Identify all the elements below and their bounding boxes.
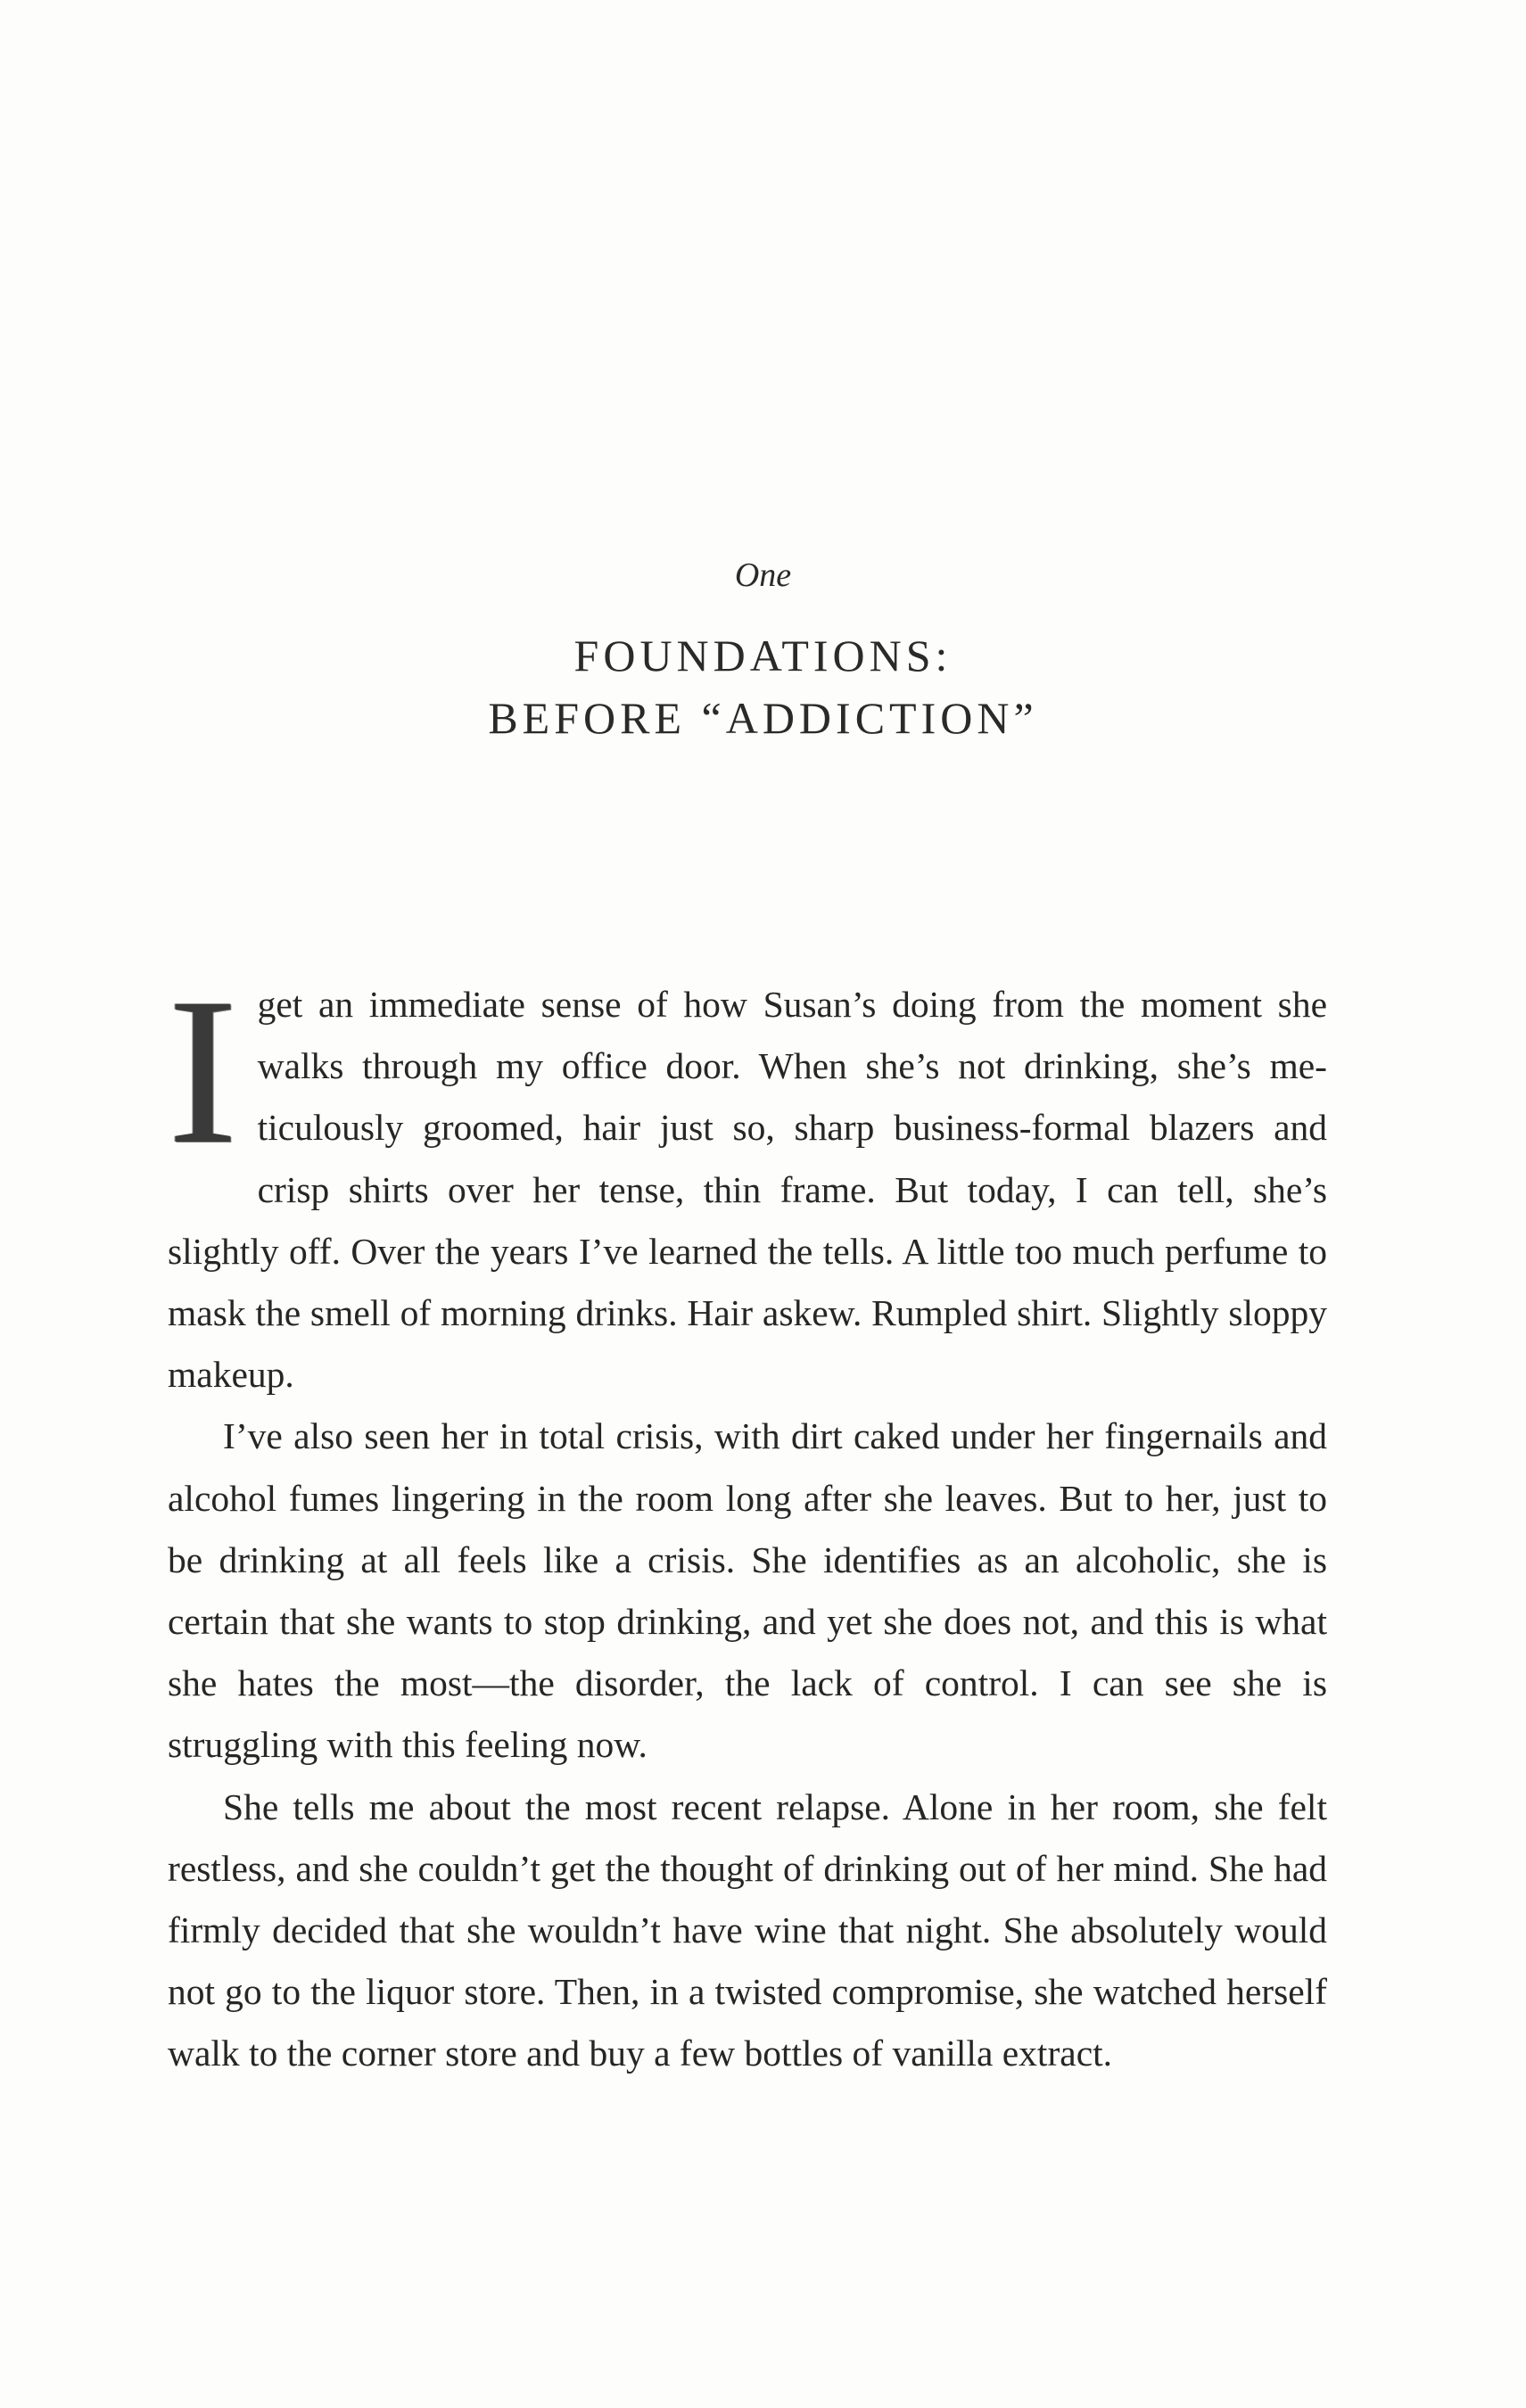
drop-cap: I [168, 955, 238, 1188]
paragraph-1 [168, 955, 1327, 1406]
paragraph-2: I’ve also seen her in total crisis, with dirt caked under her fingernails and alcohol fumes lingering in the room long after she leaves. But to her, just to be drinking at all feels like a crisis. She identifies as an alcoholic, she is certain that she wants to stop drinking, and yet she does not, and this is what she hates the most—the disorder, the lack of control. I can see she is struggling with this feeling now. [168, 1415, 1327, 1766]
chapter-title-line-1: FOUNDATIONS: [573, 631, 953, 680]
chapter-title [0, 624, 1526, 749]
chapter-number: One [734, 557, 792, 594]
chapter-body [168, 955, 1327, 2085]
chapter-title-line-2: BEFORE “ADDICTION” [488, 693, 1038, 743]
paragraph-1-text: get an immediate sense of how Susan’s doing from the moment she walks through my office door. When she’s not drinking, she’s meticulously groomed, hair just so, sharp business-formal blazers and crisp shirts over her tense, thin frame. But today, I can tell, she’s slightly off. Over the years I’ve learned the tells. A little too much perfume to mask the smell of morning drinks. Hair askew. Rumpled shirt. Slightly sloppy makeup. [168, 984, 1327, 1396]
paragraph-3: She tells me about the most recent relapse. Alone in her room, she felt restless, and she couldn’t get the thought of drinking out of her mind. She had firmly decided that she wouldn’t have wine that night. She absolutely would not go to the liquor store. Then, in a twisted compromise, she watched herself walk to the corner store and buy a few bottles of vanilla extract. [168, 1785, 1327, 2074]
